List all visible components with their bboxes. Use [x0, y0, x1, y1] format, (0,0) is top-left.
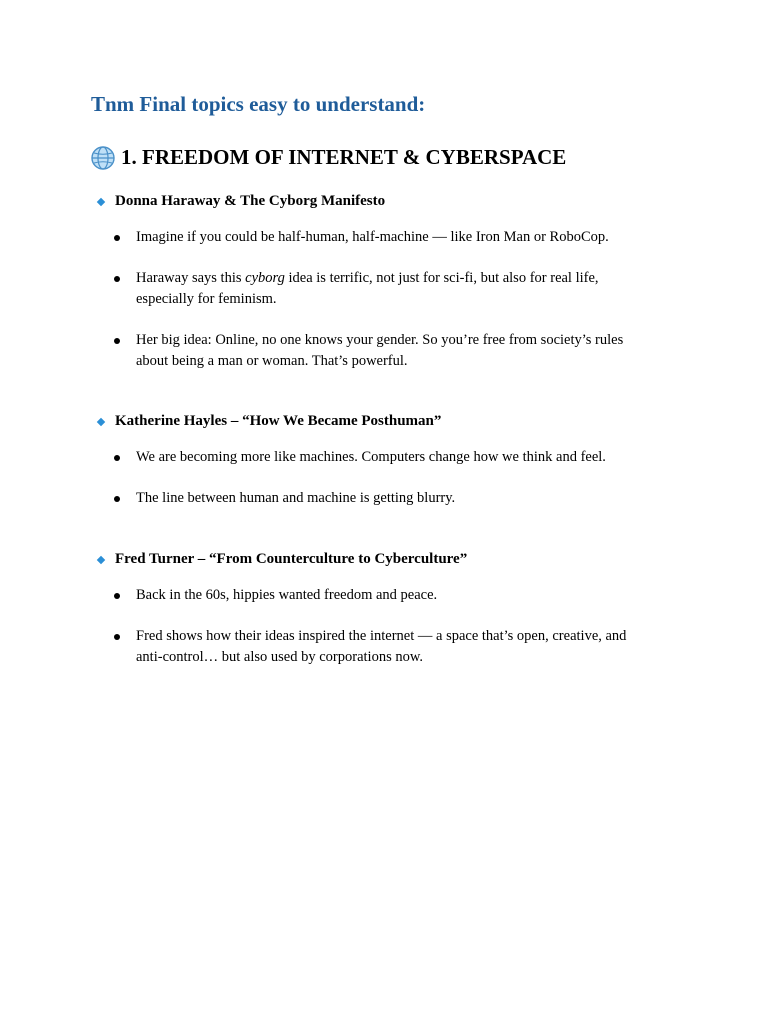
- section-heading-text: 1. FREEDOM OF INTERNET & CYBERSPACE: [121, 145, 567, 169]
- bullet-list: [96, 447, 696, 509]
- italic-text: cyborg: [245, 270, 285, 286]
- text-segment: We are becoming more like machines. Computers change how we think and feel.: [136, 449, 606, 465]
- topic-header: [96, 193, 696, 210]
- text-segment: idea is terrific, not just for sci-fi, but also for real life, especially for feminism.: [136, 270, 599, 307]
- globe-icon: [91, 146, 115, 170]
- text-segment: The line between human and machine is getting blurry.: [136, 490, 456, 506]
- bullet-dot-icon: [114, 634, 120, 640]
- text-segment: Imagine if you could be half-human, half-machine — like Iron Man or RoboCop.: [136, 229, 609, 245]
- bullet-item: [96, 227, 656, 248]
- document-title: Tnm Final topics easy to understand:: [91, 92, 426, 116]
- text-segment: Fred shows how their ideas inspired the internet — a space that’s open, creative, and anti-control… but also used by corporations now.: [136, 628, 627, 665]
- bullet-item: [96, 488, 656, 509]
- bullet-dot-icon: [114, 276, 120, 282]
- topic-turner: [96, 551, 696, 668]
- diamond-bullet-icon: [97, 417, 105, 425]
- diamond-bullet-icon: [97, 555, 105, 563]
- topic-title: Donna Haraway & The Cyborg Manifesto: [115, 193, 386, 209]
- text-segment: Her big idea: Online, no one knows your gender. So you’re free from society’s rules about being a man or woman. That’s powerful.: [136, 332, 624, 369]
- bullet-item: [96, 268, 656, 310]
- bullet-text: [136, 229, 609, 245]
- bullet-item: [96, 626, 656, 668]
- bullet-dot-icon: [114, 496, 120, 502]
- diamond-bullet-icon: [97, 197, 105, 205]
- topic-header: [96, 413, 696, 430]
- bullet-text: [136, 270, 599, 307]
- bullet-list: [96, 585, 696, 668]
- bullet-text: [136, 332, 623, 369]
- text-segment: Back in the 60s, hippies wanted freedom and peace.: [136, 587, 438, 603]
- topic-haraway: [96, 193, 696, 372]
- bullet-item: [96, 447, 656, 468]
- bullet-text: [136, 449, 606, 465]
- bullet-dot-icon: [114, 235, 120, 241]
- bullet-list: [96, 227, 696, 372]
- text-segment: Haraway says this: [136, 270, 246, 286]
- topic-title: Fred Turner – “From Counterculture to Cyberculture”: [115, 551, 468, 567]
- bullet-dot-icon: [114, 593, 120, 599]
- bullet-item: [96, 585, 656, 606]
- topic-hayles: [96, 413, 696, 509]
- bullet-text: [136, 587, 437, 603]
- section-heading: [91, 145, 566, 170]
- bullet-item: [96, 330, 656, 372]
- topic-header: [96, 551, 696, 568]
- bullet-dot-icon: [114, 338, 120, 344]
- bullet-text: [136, 628, 626, 665]
- bullet-dot-icon: [114, 455, 120, 461]
- topic-title: Katherine Hayles – “How We Became Posthuman”: [115, 413, 442, 429]
- bullet-text: [136, 490, 455, 506]
